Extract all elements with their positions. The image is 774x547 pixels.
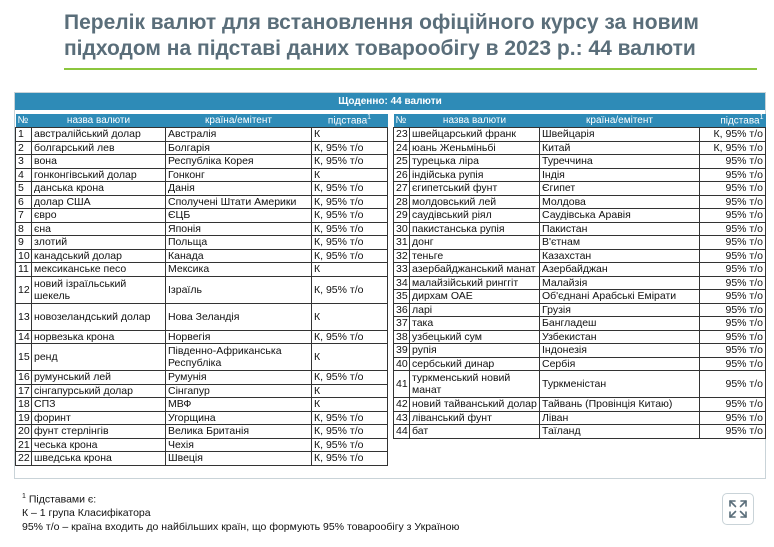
cell-country: Сербія (540, 357, 700, 371)
cell-basis: К, 95% т/о (312, 438, 388, 452)
cell-country: Азербайджан (540, 263, 700, 277)
cell-basis: К, 95% т/о (312, 222, 388, 236)
cell-currency: узбецький сум (410, 330, 540, 344)
cell-no: 18 (16, 398, 32, 412)
header-no: № (394, 114, 410, 128)
cell-no: 33 (394, 263, 410, 277)
cell-no: 7 (16, 209, 32, 223)
cell-currency: шведська крона (32, 452, 166, 466)
table-row (16, 371, 388, 385)
cell-country: Мексика (166, 263, 312, 277)
table-row (394, 209, 766, 223)
cell-country: Болгарія (166, 141, 312, 155)
cell-country: В'єтнам (540, 236, 700, 250)
footnote-heading: $^1$ Підставами є: (22, 493, 97, 506)
cell-country: Молдова (540, 195, 700, 209)
currency-table-left (15, 114, 388, 466)
cell-country: Австралія (166, 128, 312, 142)
table-row (394, 317, 766, 331)
cell-basis: 95% т/о (700, 371, 766, 398)
cell-no: 4 (16, 168, 32, 182)
cell-currency: ларі (410, 303, 540, 317)
table-row (16, 155, 388, 169)
cell-country: Узбекистан (540, 330, 700, 344)
cell-currency: румунський лей (32, 371, 166, 385)
cell-no: 21 (16, 438, 32, 452)
cell-no: 44 (394, 425, 410, 439)
header-basis: підстава$^1$ (312, 114, 388, 128)
cell-basis: 95% т/о (700, 263, 766, 277)
cell-no: 43 (394, 411, 410, 425)
table-row (394, 357, 766, 371)
cell-currency: сербський динар (410, 357, 540, 371)
cell-basis: 95% т/о (700, 357, 766, 371)
cell-currency: туркменський новий манат (410, 371, 540, 398)
cell-no: 8 (16, 222, 32, 236)
table-row (16, 263, 388, 277)
cell-country: Індонезія (540, 344, 700, 358)
table-row (394, 303, 766, 317)
cell-basis: К (312, 168, 388, 182)
header-basis: підстава$^1$ (700, 114, 766, 128)
cell-basis: К, 95% т/о (312, 330, 388, 344)
cell-basis: К, 95% т/о (312, 182, 388, 196)
cell-currency: злотий (32, 236, 166, 250)
cell-currency: ренд (32, 344, 166, 371)
cell-no: 41 (394, 371, 410, 398)
currency-table-right (393, 114, 766, 439)
cell-no: 36 (394, 303, 410, 317)
table-row (16, 195, 388, 209)
table-header-row (394, 114, 766, 128)
cell-currency: індійська рупія (410, 168, 540, 182)
table-row (16, 236, 388, 250)
cell-country: Данія (166, 182, 312, 196)
cell-country: Туркменістан (540, 371, 700, 398)
cell-no: 26 (394, 168, 410, 182)
cell-country: Тайвань (Провінція Китаю) (540, 398, 700, 412)
cell-currency: мексиканське песо (32, 263, 166, 277)
cell-no: 19 (16, 411, 32, 425)
cell-basis: 95% т/о (700, 276, 766, 290)
cell-no: 31 (394, 236, 410, 250)
header-currency: назва валюти (410, 114, 540, 128)
cell-currency: чеська крона (32, 438, 166, 452)
table-row (394, 276, 766, 290)
table-row (394, 128, 766, 142)
cell-currency: дирхам ОАЕ (410, 290, 540, 304)
cell-country: Канада (166, 249, 312, 263)
cell-currency: СПЗ (32, 398, 166, 412)
table-row (16, 330, 388, 344)
cell-no: 29 (394, 209, 410, 223)
cell-basis: 95% т/о (700, 209, 766, 223)
cell-no: 27 (394, 182, 410, 196)
cell-basis: 95% т/о (700, 182, 766, 196)
page-title: Перелік валют для встановлення офіційного курсу за новим підходом на підставі даних товарообігу в 2023 р.: 44 валюти (64, 11, 699, 60)
cell-country: Нова Зеландія (166, 303, 312, 330)
cell-currency: канадський долар (32, 249, 166, 263)
cell-no: 2 (16, 141, 32, 155)
cell-currency: малайзійський ринггіт (410, 276, 540, 290)
cell-currency: болгарський лев (32, 141, 166, 155)
cell-country: Велика Британія (166, 425, 312, 439)
cell-basis: К (312, 344, 388, 371)
cell-basis: К, 95% т/о (700, 141, 766, 155)
cell-currency: теньге (410, 249, 540, 263)
footnote-line-1: К – 1 група Класифікатора (22, 507, 151, 519)
cell-country: Грузія (540, 303, 700, 317)
table-row (394, 411, 766, 425)
cell-currency: ліванський фунт (410, 411, 540, 425)
footnote (22, 490, 459, 534)
cell-country: Туреччина (540, 155, 700, 169)
expand-button[interactable] (722, 493, 754, 525)
cell-no: 37 (394, 317, 410, 331)
cell-currency: єна (32, 222, 166, 236)
cell-currency: швейцарський франк (410, 128, 540, 142)
cell-no: 6 (16, 195, 32, 209)
table-row (394, 290, 766, 304)
cell-currency: новий тайванський долар (410, 398, 540, 412)
table-row (16, 425, 388, 439)
cell-currency: вона (32, 155, 166, 169)
cell-no: 32 (394, 249, 410, 263)
cell-currency: новий ізраїльський шекель (32, 276, 166, 303)
header-country: країна/емітент (540, 114, 700, 128)
table-row (16, 303, 388, 330)
cell-currency: саудівський ріял (410, 209, 540, 223)
cell-no: 1 (16, 128, 32, 142)
cell-country: Чехія (166, 438, 312, 452)
cell-country: Таїланд (540, 425, 700, 439)
cell-basis: К (312, 303, 388, 330)
cell-no: 11 (16, 263, 32, 277)
cell-no: 24 (394, 141, 410, 155)
cell-basis: 95% т/о (700, 330, 766, 344)
cell-country: Швейцарія (540, 128, 700, 142)
cell-basis: 95% т/о (700, 344, 766, 358)
cell-country: Малайзія (540, 276, 700, 290)
header-currency: назва валюти (32, 114, 166, 128)
table-row (16, 452, 388, 466)
cell-country: Китай (540, 141, 700, 155)
cell-country: Індія (540, 168, 700, 182)
cell-no: 25 (394, 155, 410, 169)
cell-basis: К (312, 398, 388, 412)
table-row (16, 411, 388, 425)
cell-country: Пакистан (540, 222, 700, 236)
cell-no: 23 (394, 128, 410, 142)
cell-basis: К, 95% т/о (312, 141, 388, 155)
cell-country: Казахстан (540, 249, 700, 263)
table-row (16, 384, 388, 398)
expand-arrows-icon (723, 494, 753, 524)
cell-basis: 95% т/о (700, 222, 766, 236)
cell-currency: азербайджанський манат (410, 263, 540, 277)
cell-basis: 95% т/о (700, 168, 766, 182)
cell-currency: гонконгівський долар (32, 168, 166, 182)
cell-basis: 95% т/о (700, 195, 766, 209)
table-row (394, 182, 766, 196)
table-row (394, 249, 766, 263)
cell-currency: норвезька крона (32, 330, 166, 344)
table-row (16, 398, 388, 412)
table-row (16, 222, 388, 236)
cell-country: МВФ (166, 398, 312, 412)
table-row (394, 371, 766, 398)
cell-currency: рупія (410, 344, 540, 358)
table-row (16, 438, 388, 452)
table-row (394, 195, 766, 209)
table-row (394, 168, 766, 182)
cell-basis: К, 95% т/о (700, 128, 766, 142)
cell-basis: К, 95% т/о (312, 195, 388, 209)
cell-basis: К (312, 384, 388, 398)
table-row (394, 236, 766, 250)
cell-currency: єгипетський фунт (410, 182, 540, 196)
table-row (16, 182, 388, 196)
cell-currency: долар США (32, 195, 166, 209)
cell-no: 42 (394, 398, 410, 412)
cell-no: 13 (16, 303, 32, 330)
cell-no: 40 (394, 357, 410, 371)
cell-no: 9 (16, 236, 32, 250)
cell-currency: новозеландський долар (32, 303, 166, 330)
cell-basis: 95% т/о (700, 249, 766, 263)
cell-no: 38 (394, 330, 410, 344)
table-row (394, 155, 766, 169)
cell-country: Румунія (166, 371, 312, 385)
cell-currency: форинт (32, 411, 166, 425)
cell-currency: бат (410, 425, 540, 439)
cell-no: 39 (394, 344, 410, 358)
cell-no: 28 (394, 195, 410, 209)
title-divider (64, 68, 757, 70)
cell-no: 35 (394, 290, 410, 304)
table-row (16, 249, 388, 263)
cell-basis: 95% т/о (700, 398, 766, 412)
cell-country: Швеція (166, 452, 312, 466)
cell-country: Угорщина (166, 411, 312, 425)
cell-country: Об'єднані Арабські Емірати (540, 290, 700, 304)
header-country: країна/емітент (166, 114, 312, 128)
cell-country: Норвегія (166, 330, 312, 344)
cell-country: Ліван (540, 411, 700, 425)
cell-currency: юань Женьміньбі (410, 141, 540, 155)
cell-basis: К, 95% т/о (312, 411, 388, 425)
cell-basis: К, 95% т/о (312, 276, 388, 303)
cell-currency: турецька ліра (410, 155, 540, 169)
cell-country: Японія (166, 222, 312, 236)
cell-basis: 95% т/о (700, 425, 766, 439)
cell-country: Польща (166, 236, 312, 250)
table-header-row (16, 114, 388, 128)
cell-currency: фунт стерлінгів (32, 425, 166, 439)
cell-basis: К, 95% т/о (312, 249, 388, 263)
cell-no: 15 (16, 344, 32, 371)
header-no: № (16, 114, 32, 128)
table-row (394, 263, 766, 277)
table-row (16, 168, 388, 182)
cell-basis: К (312, 128, 388, 142)
cell-currency: данська крона (32, 182, 166, 196)
cell-no: 5 (16, 182, 32, 196)
cell-basis: К, 95% т/о (312, 155, 388, 169)
cell-no: 10 (16, 249, 32, 263)
cell-country: Ізраїль (166, 276, 312, 303)
cell-no: 17 (16, 384, 32, 398)
table-banner: Щоденно: 44 валюти (15, 93, 765, 110)
cell-country: ЄЦБ (166, 209, 312, 223)
cell-no: 16 (16, 371, 32, 385)
cell-country: Сполучені Штати Америки (166, 195, 312, 209)
cell-basis: К, 95% т/о (312, 236, 388, 250)
cell-no: 12 (16, 276, 32, 303)
cell-currency: така (410, 317, 540, 331)
cell-basis: 95% т/о (700, 411, 766, 425)
cell-country: Бангладеш (540, 317, 700, 331)
cell-no: 22 (16, 452, 32, 466)
table-row (16, 344, 388, 371)
cell-basis: К, 95% т/о (312, 209, 388, 223)
cell-no: 3 (16, 155, 32, 169)
cell-basis: 95% т/о (700, 155, 766, 169)
table-row (16, 276, 388, 303)
cell-basis: 95% т/о (700, 303, 766, 317)
table-row (394, 222, 766, 236)
cell-currency: сінгапурський долар (32, 384, 166, 398)
cell-country: Єгипет (540, 182, 700, 196)
table-row (394, 398, 766, 412)
cell-currency: молдовський лей (410, 195, 540, 209)
table-row (394, 141, 766, 155)
table-row (394, 330, 766, 344)
cell-country: Сінгапур (166, 384, 312, 398)
cell-currency: австралійський долар (32, 128, 166, 142)
cell-basis: К, 95% т/о (312, 371, 388, 385)
cell-no: 34 (394, 276, 410, 290)
cell-basis: К (312, 263, 388, 277)
cell-no: 14 (16, 330, 32, 344)
table-row (16, 141, 388, 155)
cell-basis: 95% т/о (700, 290, 766, 304)
cell-no: 30 (394, 222, 410, 236)
cell-currency: донг (410, 236, 540, 250)
cell-currency: пакистанська рупія (410, 222, 540, 236)
table-row (16, 209, 388, 223)
currency-table-panel (14, 92, 766, 479)
cell-currency: євро (32, 209, 166, 223)
cell-country: Південно-Африканська Республіка (166, 344, 312, 371)
table-row (394, 425, 766, 439)
table-row (16, 128, 388, 142)
cell-country: Гонконг (166, 168, 312, 182)
footnote-line-2: 95% т/о – країна входить до найбільших країн, що формують 95% товарообігу з Україною (22, 520, 460, 533)
cell-basis: 95% т/о (700, 236, 766, 250)
cell-basis: К, 95% т/о (312, 452, 388, 466)
cell-basis: 95% т/о (700, 317, 766, 331)
cell-no: 20 (16, 425, 32, 439)
table-row (394, 344, 766, 358)
cell-basis: К, 95% т/о (312, 425, 388, 439)
cell-country: Республіка Корея (166, 155, 312, 169)
cell-country: Саудівська Аравія (540, 209, 700, 223)
